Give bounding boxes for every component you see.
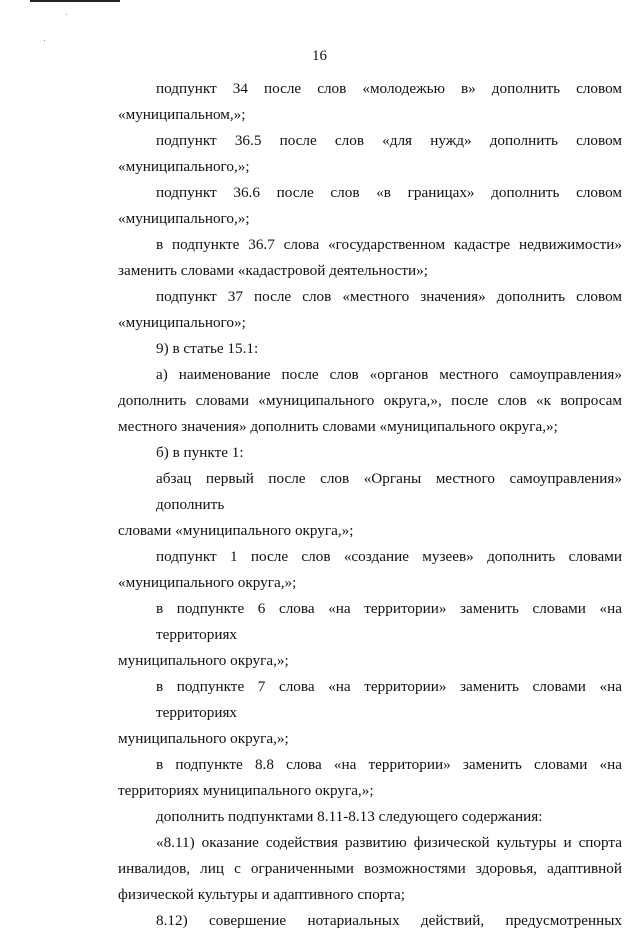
paragraph-line: в подпункте 6 слова «на территории» заменить словами «на территориях [156, 600, 622, 643]
paragraph-line: физической культуры и адаптивного спорта; [118, 886, 405, 903]
paragraph-line: «8.11) оказание содействия развитию физической культуры и спорта [156, 834, 622, 851]
paragraph-line: подпункт 36.6 после слов «в границах» дополнить словом [156, 184, 622, 201]
paragraph-line: словами «муниципального округа,»; [118, 522, 354, 539]
paragraph [118, 544, 622, 596]
paragraph [118, 76, 622, 128]
paragraph-line: «муниципального»; [118, 314, 246, 331]
paragraph-line: абзац первый после слов «Органы местного самоуправления» дополнить [156, 470, 622, 513]
paragraph-line: «муниципального,»; [118, 158, 250, 175]
paragraph-line: дополнить подпунктами 8.11-8.13 следующего содержания: [156, 808, 543, 825]
paragraph [118, 466, 622, 544]
scan-speck [66, 14, 67, 15]
document-body [118, 76, 622, 934]
paragraph-line: а) наименование после слов «органов местного самоуправления» [156, 366, 622, 383]
paragraph [118, 232, 622, 284]
scan-speck [44, 40, 45, 41]
paragraph-line: подпункт 34 после слов «молодежью в» дополнить словом [156, 80, 622, 97]
paragraph-line: «муниципального округа,»; [118, 574, 297, 591]
paragraph-line: «муниципальном,»; [118, 106, 246, 123]
header-rule [30, 0, 120, 2]
paragraph [118, 752, 622, 804]
paragraph-line: подпункт 36.5 после слов «для нужд» дополнить словом [156, 132, 622, 149]
paragraph-line: заменить словами «кадастровой деятельности»; [118, 262, 428, 279]
paragraph [118, 362, 622, 440]
paragraph [118, 440, 622, 466]
paragraph [118, 284, 622, 336]
paragraph-line: подпункт 37 после слов «местного значения» дополнить словом [156, 288, 622, 305]
paragraph [118, 128, 622, 180]
paragraph [118, 336, 622, 362]
paragraph-line: дополнить словами «муниципального округа,», после слов «к вопросам [118, 392, 622, 409]
paragraph-line: 8.12) совершение нотариальных действий, предусмотренных [156, 912, 622, 929]
paragraph-line: в подпункте 7 слова «на территории» заменить словами «на территориях [156, 678, 622, 721]
paragraph [118, 804, 622, 830]
paragraph [118, 830, 622, 908]
paragraph-line: 9) в статье 15.1: [156, 340, 259, 357]
paragraph-line: б) в пункте 1: [156, 444, 244, 461]
paragraph [118, 674, 622, 752]
paragraph [118, 596, 622, 674]
paragraph-line: в подпункте 8.8 слова «на территории» заменить словами «на [156, 756, 622, 773]
paragraph-line: в подпункте 36.7 слова «государственном кадастре недвижимости» [156, 236, 622, 253]
paragraph-line: территориях муниципального округа,»; [118, 782, 374, 799]
paragraph-line: муниципального округа,»; [118, 652, 289, 669]
paragraph [118, 180, 622, 232]
paragraph [118, 908, 622, 934]
page-number: 16 [312, 48, 327, 64]
paragraph-line: «муниципального,»; [118, 210, 250, 227]
paragraph-line: местного значения» дополнить словами «муниципального округа,»; [118, 418, 558, 435]
paragraph-line: инвалидов, лиц с ограниченными возможностями здоровья, адаптивной [118, 860, 622, 877]
paragraph-line: муниципального округа,»; [118, 730, 289, 747]
paragraph-line: подпункт 1 после слов «создание музеев» дополнить словами [156, 548, 622, 565]
